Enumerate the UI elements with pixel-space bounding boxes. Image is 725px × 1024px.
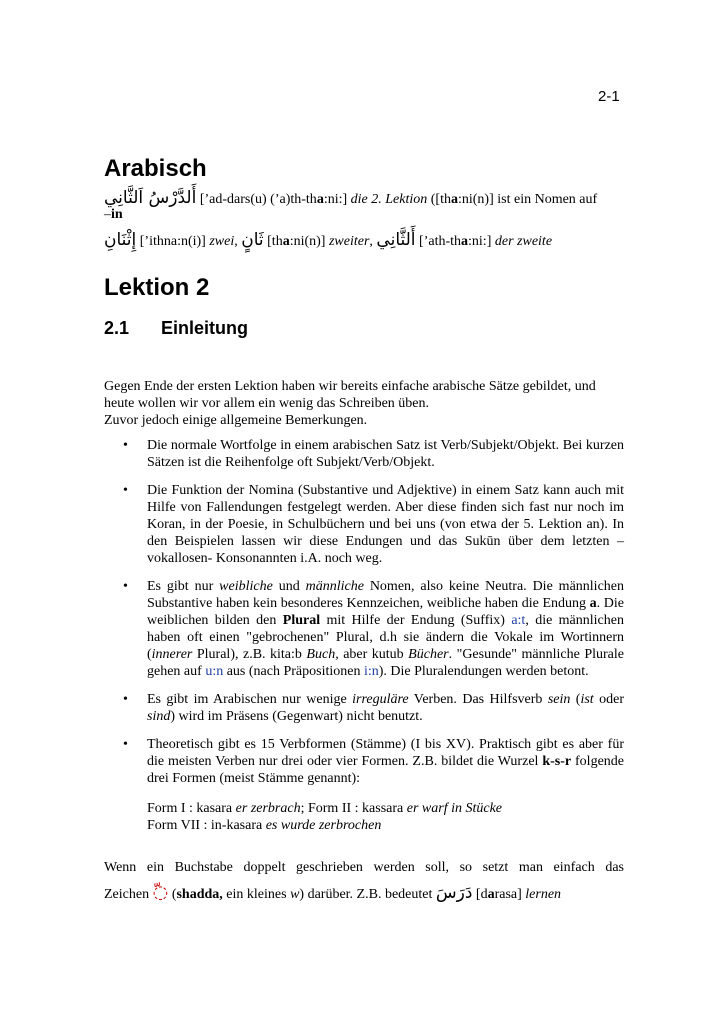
- text: Verben. Das Hilfsverb: [408, 692, 548, 707]
- text: (: [570, 692, 581, 707]
- text: ; Form II : kassara: [300, 801, 407, 816]
- text: Bücher: [408, 647, 449, 662]
- section-number: 2.1: [104, 318, 130, 338]
- text: ). Die Pluralendungen werden betont.: [378, 664, 589, 679]
- text: a: [487, 887, 495, 902]
- text: Plural), z.B. kita:b: [192, 647, 307, 662]
- text: shadda,: [176, 887, 223, 902]
- text: a: [589, 596, 597, 611]
- text: Form I : kasara: [147, 801, 236, 816]
- text: und: [272, 579, 306, 594]
- text: innerer: [151, 647, 193, 662]
- text: [d: [472, 887, 488, 902]
- text: Nomen, also keine Neutra. Die männlichen Substantive haben kein besonderes Kennzeichen, weibliche haben die Endung: [147, 579, 624, 611]
- text: k-s-r: [542, 754, 572, 769]
- text: Plural: [282, 613, 321, 628]
- arabic-word: أَلثَّانِي: [376, 230, 416, 250]
- text: ) darüber. Z.B. bedeutet: [299, 887, 436, 902]
- text: Zeichen: [104, 887, 153, 902]
- remarks-list: [104, 437, 624, 798]
- text: [’ath-th: [415, 234, 462, 249]
- text: :ni:]: [323, 192, 351, 207]
- list-item: [104, 736, 624, 787]
- text: :ni(n)] ist ein Nomen auf: [457, 192, 598, 207]
- text: rasa]: [494, 887, 526, 902]
- arabic-word: دَرَسَ: [435, 883, 473, 903]
- text: in: [111, 207, 123, 222]
- text: aus (nach Präpositionen: [223, 664, 364, 679]
- text: Die Funktion der Nomina (Substantive und Adjektive) in einem Satz kann auch mit Hilfe von Fallendungen festgelegt werden. Aber diese finden sich fast nur noch im Koran, in der Poesie, in Schulbüchern und bei uns (von etwa der 5. Lektion an). In den Beispielen lassen wir diese Endungen und das Sukūn über dem letzten –vokallosen- Konsonannten i.A. noch weg.: [147, 483, 624, 566]
- text: a: [461, 234, 469, 249]
- text-line: heute wollen wir vor allem ein wenig das Schreiben üben.: [104, 396, 430, 411]
- text: die 2. Lektion: [350, 192, 428, 207]
- text: , die männlichen haben oft einen "gebrochenen" Plural, d.h sie ändern die Vokale im Wortinnern (: [147, 613, 624, 662]
- form-line: [147, 800, 502, 817]
- text: Form VII : in-kasara: [147, 818, 266, 833]
- text: [th: [263, 234, 283, 249]
- list-item: [104, 437, 624, 471]
- text: folgende drei Formen (meist Stämme genannt):: [147, 754, 624, 786]
- text: der zweite: [494, 234, 553, 249]
- text: [’ithna:n(i)]: [136, 234, 210, 249]
- text: sind: [147, 709, 171, 724]
- text: ein kleines: [222, 887, 291, 902]
- closing-line-1: Wenn ein Buchstabe doppelt geschrieben werden soll, so setzt man einfach das: [104, 860, 624, 875]
- text-line: Zuvor jedoch einige allgemeine Bemerkungen.: [104, 413, 368, 428]
- text: ([th: [427, 192, 451, 207]
- page-number: 2-1: [598, 88, 620, 105]
- lesson-title: Lektion 2: [104, 274, 210, 301]
- text: Die normale Wortfolge in einem arabischen Satz ist Verb/Subjekt/Objekt. Bei kurzen Sätzen ist die Reihenfolge oft Subjekt/Verb/Objekt.: [147, 438, 624, 470]
- text: er warf in Stücke: [406, 801, 503, 816]
- text: ,: [234, 234, 242, 249]
- text: (: [168, 887, 177, 902]
- list-item: [104, 578, 624, 680]
- arabic-word: إِثْنَانِ: [104, 230, 137, 250]
- document-title: Arabisch: [104, 155, 207, 182]
- text: a: [450, 192, 458, 207]
- text: a: [316, 192, 324, 207]
- text: ,: [369, 234, 377, 249]
- text: ist: [580, 692, 594, 707]
- text: a:t: [511, 613, 526, 628]
- arabic-title: أَلدَّرْسُ اَلثَّانِي: [104, 188, 197, 208]
- text: er zerbrach: [235, 801, 301, 816]
- text: männliche: [305, 579, 364, 594]
- text: . Die weiblichen bilden den: [147, 596, 624, 628]
- text: es wurde zerbrochen: [265, 818, 382, 833]
- text: zwei: [209, 234, 235, 249]
- text: ) wird im Präsens (Gegenwart) nicht benutzt.: [170, 709, 423, 724]
- text: a: [282, 234, 290, 249]
- text: aber kutub: [338, 647, 409, 662]
- text: i:n: [363, 664, 379, 679]
- text: –: [104, 207, 111, 222]
- list-item: [104, 691, 624, 725]
- text: Theoretisch gibt es 15 Verbformen (Stämme) (I bis XV). Praktisch gibt es aber für die meisten Verben nur drei oder vier Formen. Z.B. bildet die Wurzel: [147, 737, 624, 769]
- text: u:n: [205, 664, 224, 679]
- text: Es gibt im Arabischen nur wenige: [147, 692, 353, 707]
- title-line-1: [104, 188, 597, 208]
- intro-paragraph: [104, 378, 624, 429]
- text: mit Hilfe der Endung (Suffix): [320, 613, 512, 628]
- text: . "Gesunde" männliche Plurale gehen auf: [147, 647, 624, 679]
- arabic-word: ثَانٍ: [241, 230, 264, 250]
- text: Buch,: [306, 647, 339, 662]
- text: :ni:]: [468, 234, 495, 249]
- text: :ni(n)]: [289, 234, 329, 249]
- list-item: [104, 482, 624, 567]
- text: Es gibt nur: [147, 579, 220, 594]
- shadda-icon: ◌ّ: [152, 882, 169, 903]
- text: irreguläre: [352, 692, 409, 707]
- text: [’ad-dars(u) (’a)th-th: [196, 192, 317, 207]
- text-line: Gegen Ende der ersten Lektion haben wir bereits einfache arabische Sätze gebildet, und: [104, 379, 596, 394]
- text: sein: [547, 692, 571, 707]
- verb-forms: [147, 800, 502, 834]
- text: w: [290, 887, 300, 902]
- section-title: Einleitung: [161, 318, 248, 338]
- text: oder: [593, 692, 624, 707]
- text: zweiter: [328, 234, 370, 249]
- text: weibliche: [219, 579, 273, 594]
- title-line-2: [104, 230, 552, 250]
- form-line: [147, 817, 502, 834]
- closing-line-2: [104, 882, 561, 903]
- title-line-1-cont: [104, 207, 123, 223]
- text: lernen: [525, 887, 562, 902]
